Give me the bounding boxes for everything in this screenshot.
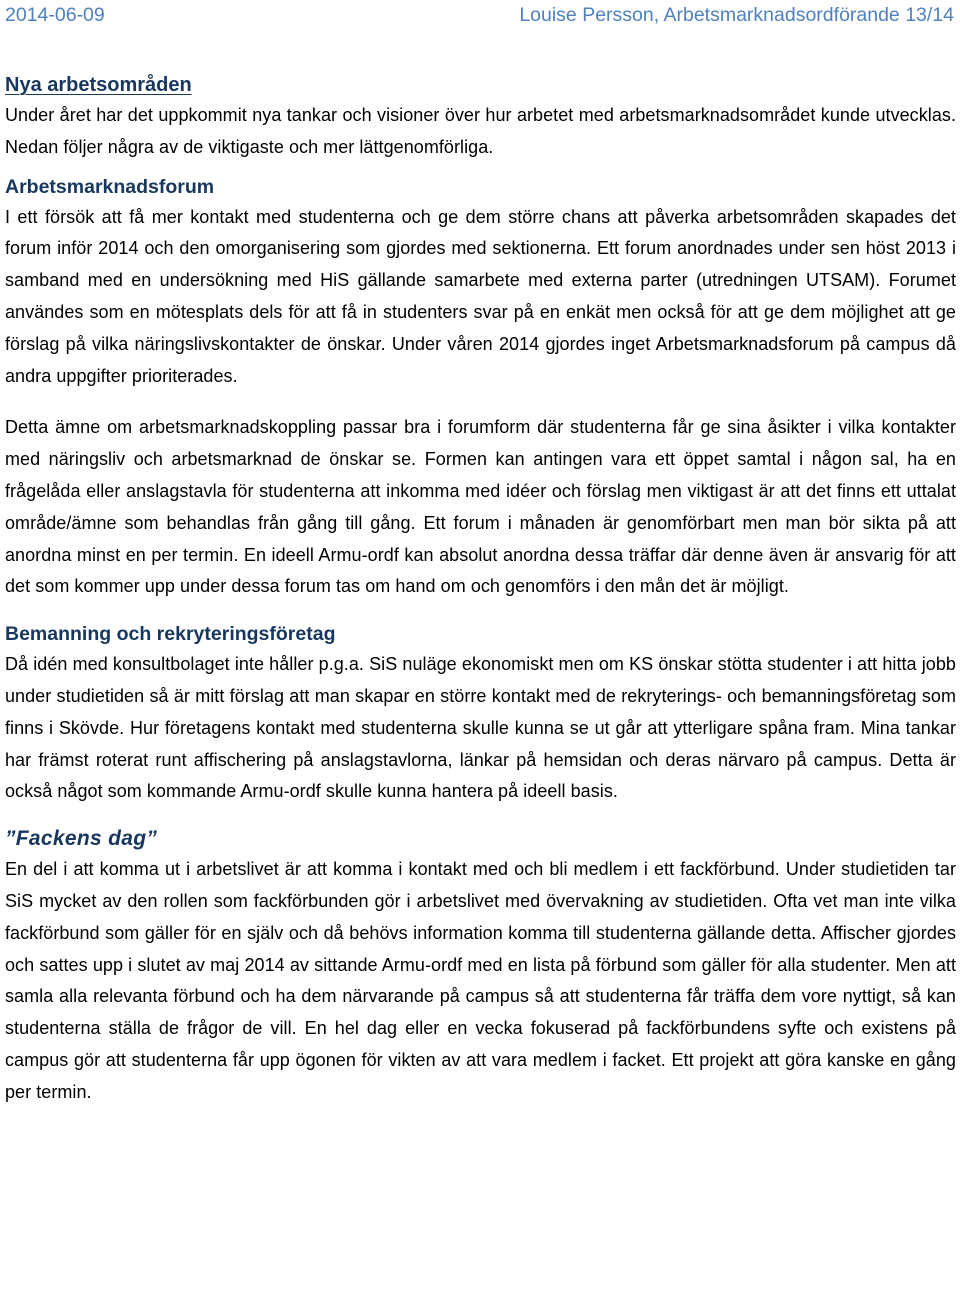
section-title-bemanning: Bemanning och rekryteringsföretag bbox=[5, 623, 336, 646]
page-header bbox=[5, 0, 956, 30]
paragraph-nya-arbetsomraden: Under året har det uppkommit nya tankar och visioner över hur arbetet med arbetsmarknadsområdet kunde utvecklas. Nedan följer några av de viktigaste och mer lättgenomförliga. bbox=[5, 105, 956, 157]
paragraph-fackens-dag: En del i att komma ut i arbetslivet är att komma i kontakt med och bli medlem i ett fackförbund. Under studietiden tar SiS mycket av den rollen som fackförbunden gör i arbetslivet med övervakning av studietiden. Ofta vet man inte vilka fackförbund som gäller för en själv och då behövs information komma till studenterna gällande detta. Affischer gjordes och sattes upp i slutet av maj 2014 av sittande Armu-ordf med en lista på förbund som gäller för alla studenter. Men att samla alla relevanta förbund och ha dem närvarande på campus så att studenterna får träffa dem vore nyttigt, så kan studenterna ställa de frågor de vill. En hel dag eller en vecka fokuserad på fackförbundens syfte och existens på campus gör att studenterna får upp ögonen för vikten av att vara medlem i facket. Ett projekt att göra kanske en gång per termin. bbox=[5, 859, 956, 1102]
header-author: Louise Persson, Arbetsmarknadsordförande 13/14 bbox=[519, 4, 954, 26]
paragraph-arbetsmarknadsforum-1: I ett försök att få mer kontakt med studenterna och ge dem större chans att påverka arbetsområden skapades det forum inför 2014 och den omorganisering som gjordes med sektionerna. Ett forum anordnades under sen höst 2013 i samband med en undersökning med HiS gällande samarbete med externa parter (utredningen UTSAM). Forumet användes som en mötesplats dels för att få in studenters svar på en enkät men också för att ge dem möjlighet att ge förslag på vilka näringslivskontakter de önskar. Under våren 2014 gjordes inget Arbetsmarknadsforum på campus då andra uppgifter prioriterades. bbox=[5, 206, 956, 386]
spacer bbox=[5, 392, 956, 412]
paragraph-bemanning: Då idén med konsultbolaget inte håller p.g.a. SiS nuläge ekonomiskt men om KS önskar stötta studenter i att hitta jobb under studietiden så är mitt förslag att man skapar en större kontakt med de rekryterings- och bemanningsföretag som finns i Skövde. Hur företagens kontakt med studenterna skulle kunna se ut går att ytterligare spåna fram. Mina tankar har främst roterat runt affischering på anslagstavlorna, länkar på hemsidan och deras närvaro på campus. Detta är också något som kommande Armu-ordf skulle kunna hantera på ideell basis. bbox=[5, 654, 956, 802]
spacer bbox=[5, 808, 956, 824]
spacer bbox=[5, 603, 956, 619]
paragraph-arbetsmarknadsforum-2: Detta ämne om arbetsmarknadskoppling passar bra i forumform där studenterna får ge sina åsikter i vilka kontakter med näringsliv och arbetsmarknad de önskar se. Formen kan antingen vara ett öppet samtal i någon sal, ha en frågelåda eller anslagstavla för studenterna att inkomma med idéer och förslag men viktigast är att det finns ett uttalat område/ämne som behandlas från gång till gång. Ett forum i månaden är genomförbart men man bör sikta på att anordna minst en per termin. En ideell Armu-ordf kan absolut anordna dessa träffar där denne även är ansvarig för att det som kommer upp under dessa forum tas om hand om och genomförs i den mån det är möjligt. bbox=[5, 417, 956, 597]
spacer bbox=[5, 164, 956, 172]
section-title-arbetsmarknadsforum: Arbetsmarknadsforum bbox=[5, 175, 215, 198]
section-title-nya-arbetsomraden: Nya arbetsområden bbox=[5, 74, 192, 96]
header-date: 2014-06-09 bbox=[5, 4, 105, 26]
section-title-fackens-dag: ”Fackens dag” bbox=[5, 827, 158, 851]
document-page bbox=[5, 0, 956, 1109]
